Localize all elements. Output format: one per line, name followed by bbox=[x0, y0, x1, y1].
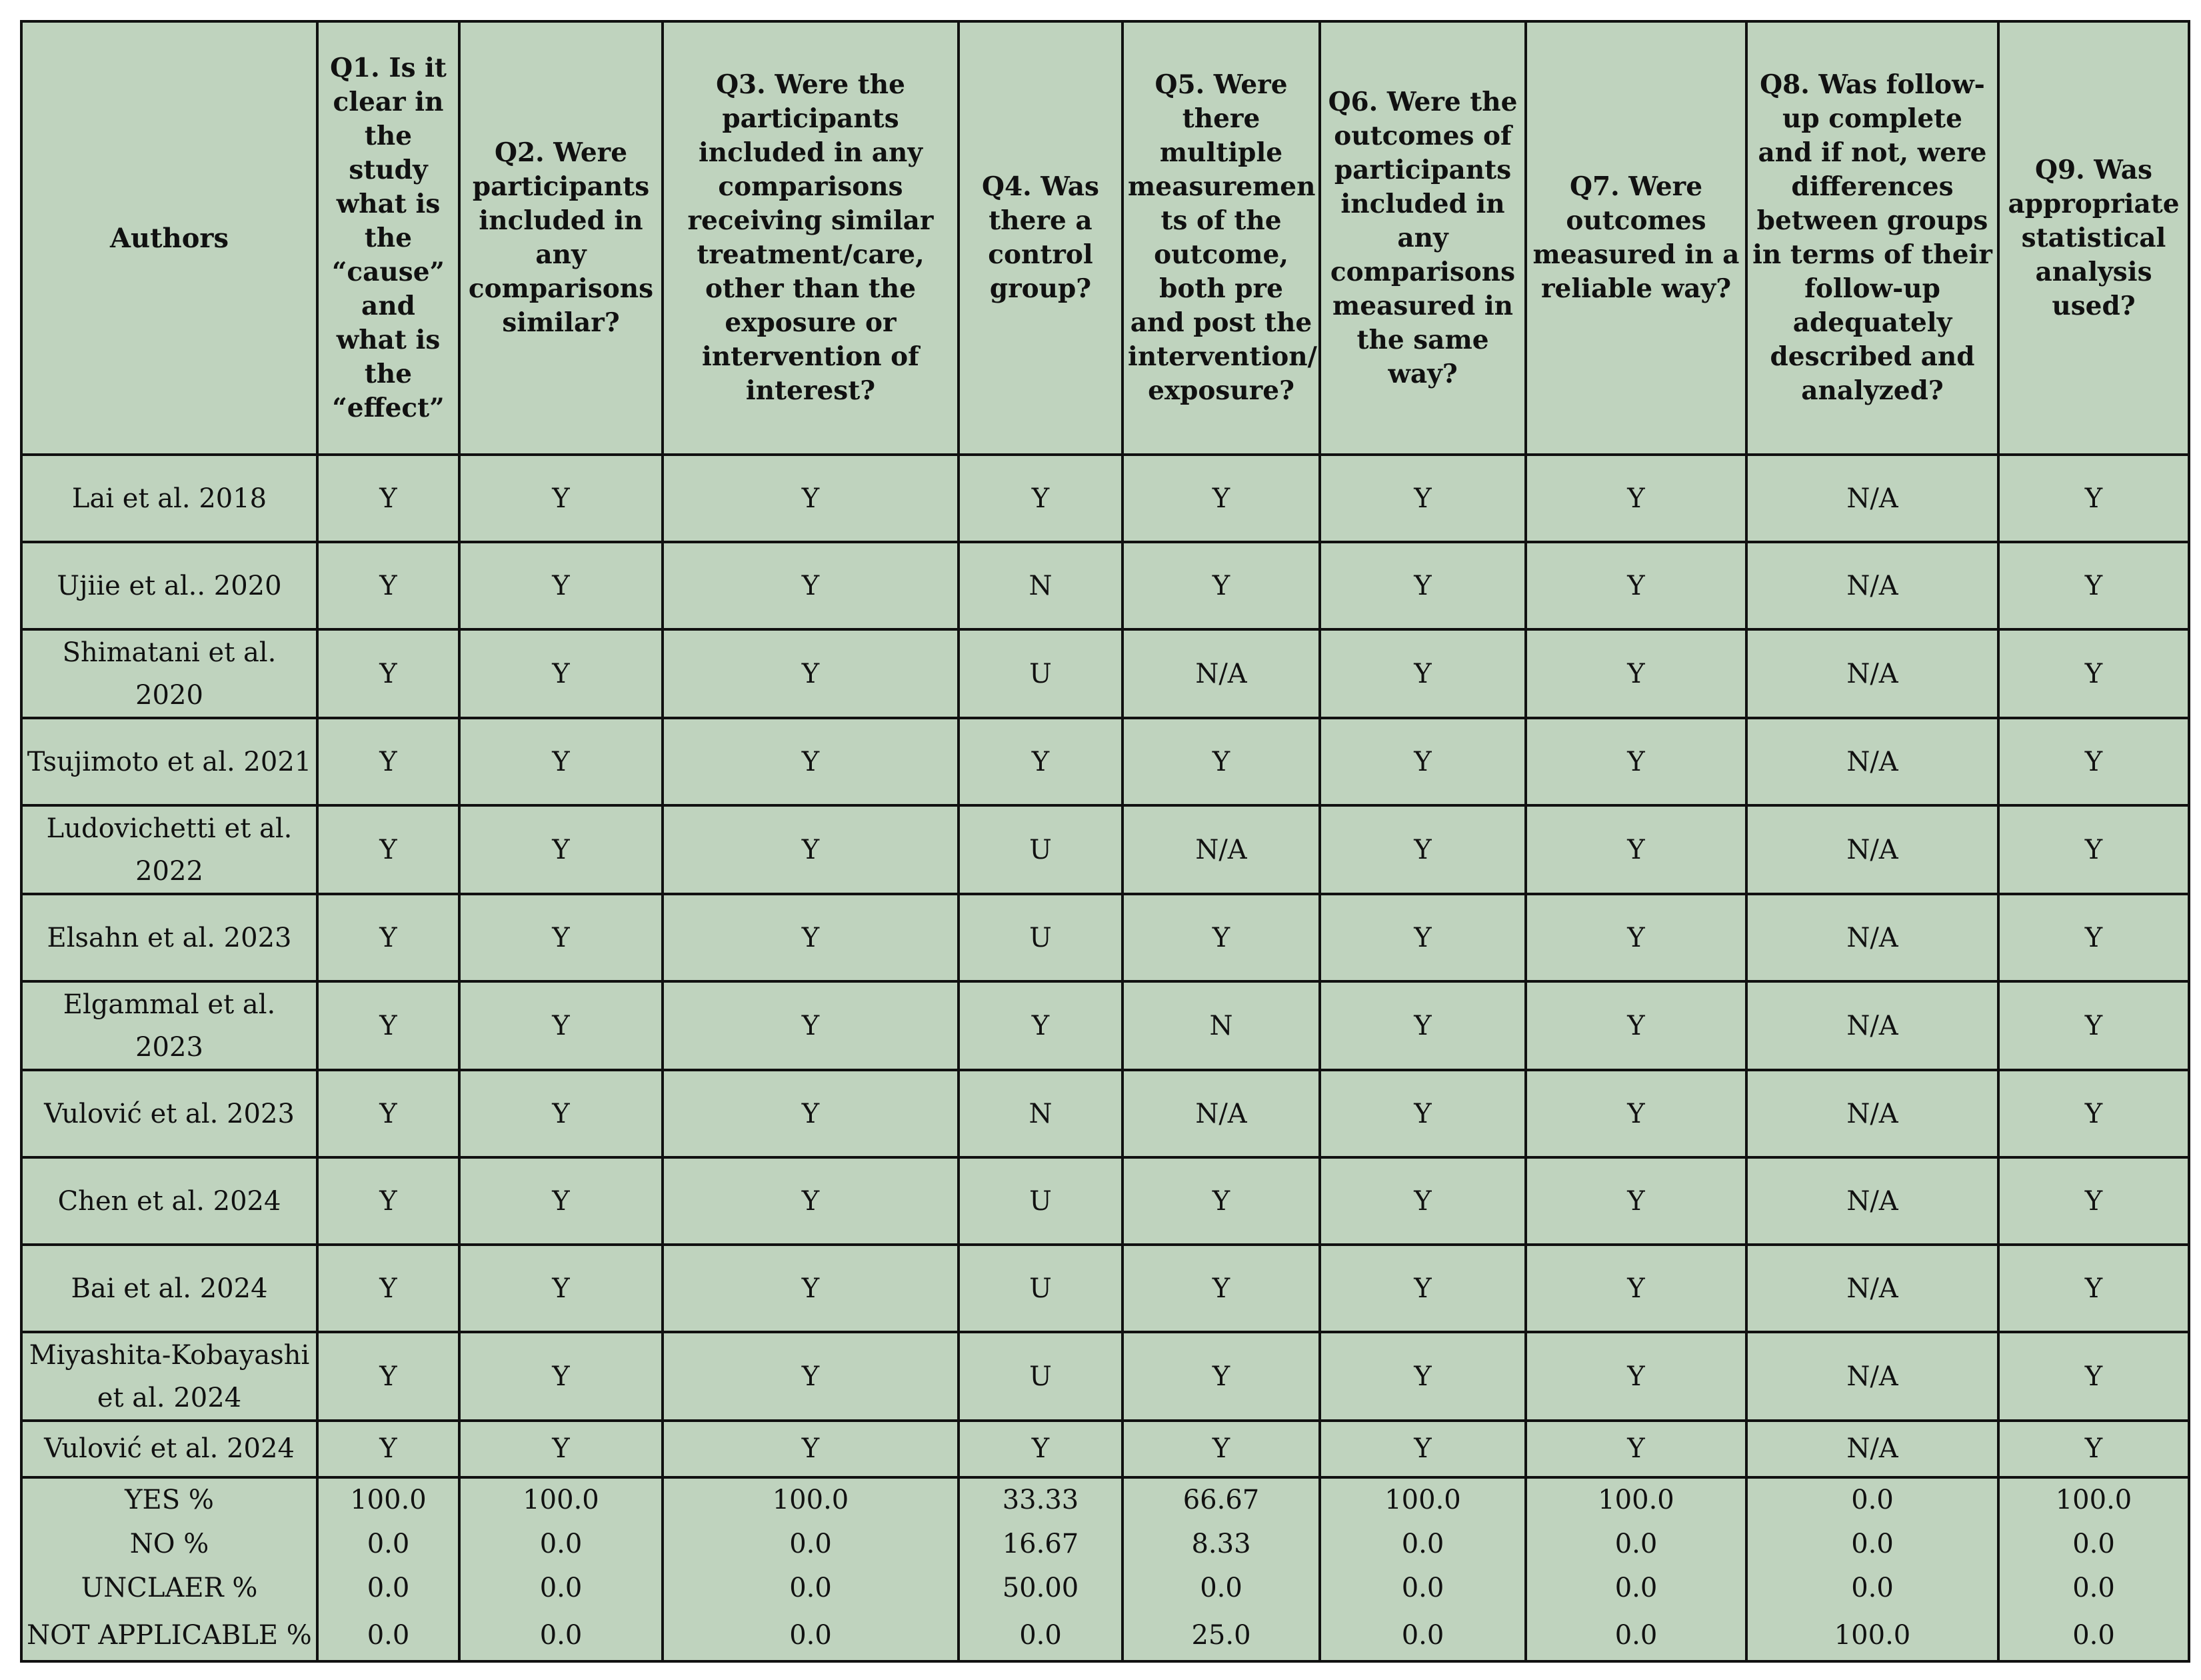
answer-cell-q8: N/A bbox=[1746, 1245, 1998, 1332]
study-rows bbox=[21, 455, 2189, 1477]
summary-value-q4: 50.00 bbox=[959, 1566, 1122, 1611]
column-header-q9: Q9. Was appropriate statistical analysis used? bbox=[1998, 21, 2189, 455]
answer-cell-q7: Y bbox=[1526, 1157, 1746, 1245]
summary-value-q2: 100.0 bbox=[459, 1477, 663, 1522]
author-cell: Lai et al. 2018 bbox=[21, 455, 317, 542]
answer-cell-q8: N/A bbox=[1746, 455, 1998, 542]
answer-cell-q5: Y bbox=[1122, 1245, 1320, 1332]
answer-cell-q5: N/A bbox=[1122, 629, 1320, 718]
table-row bbox=[21, 1332, 2189, 1421]
answer-cell-q1: Y bbox=[317, 1245, 459, 1332]
summary-value-q8: 0.0 bbox=[1746, 1521, 1998, 1566]
answer-cell-q9: Y bbox=[1998, 1070, 2189, 1157]
column-header-q4: Q4. Was there a control group? bbox=[959, 21, 1122, 455]
table-row bbox=[21, 1245, 2189, 1332]
answer-cell-q9: Y bbox=[1998, 629, 2189, 718]
answer-cell-q9: Y bbox=[1998, 981, 2189, 1070]
answer-cell-q1: Y bbox=[317, 894, 459, 981]
table-row bbox=[21, 805, 2189, 894]
answer-cell-q6: Y bbox=[1320, 894, 1526, 981]
answer-cell-q5: Y bbox=[1122, 718, 1320, 805]
summary-value-q4: 33.33 bbox=[959, 1477, 1122, 1522]
answer-cell-q1: Y bbox=[317, 1332, 459, 1421]
answer-cell-q2: Y bbox=[459, 805, 663, 894]
answer-cell-q5: Y bbox=[1122, 1421, 1320, 1477]
summary-value-q6: 0.0 bbox=[1320, 1610, 1526, 1661]
column-header-q7: Q7. Were outcomes measured in a reliable way? bbox=[1526, 21, 1746, 455]
summary-value-q9: 100.0 bbox=[1998, 1477, 2189, 1522]
answer-cell-q4: U bbox=[959, 1157, 1122, 1245]
summary-value-q8: 100.0 bbox=[1746, 1610, 1998, 1661]
author-cell: Bai et al. 2024 bbox=[21, 1245, 317, 1332]
answer-cell-q8: N/A bbox=[1746, 1421, 1998, 1477]
summary-value-q7: 100.0 bbox=[1526, 1477, 1746, 1522]
answer-cell-q3: Y bbox=[663, 1245, 959, 1332]
answer-cell-q6: Y bbox=[1320, 981, 1526, 1070]
answer-cell-q5: N/A bbox=[1122, 1070, 1320, 1157]
author-cell: Miyashita-Kobayashi et al. 2024 bbox=[21, 1332, 317, 1421]
summary-row bbox=[21, 1566, 2189, 1611]
summary-value-q2: 0.0 bbox=[459, 1521, 663, 1566]
table-row bbox=[21, 981, 2189, 1070]
summary-value-q9: 0.0 bbox=[1998, 1610, 2189, 1661]
answer-cell-q7: Y bbox=[1526, 1421, 1746, 1477]
answer-cell-q9: Y bbox=[1998, 894, 2189, 981]
summary-row bbox=[21, 1610, 2189, 1661]
answer-cell-q8: N/A bbox=[1746, 542, 1998, 629]
answer-cell-q9: Y bbox=[1998, 455, 2189, 542]
answer-cell-q2: Y bbox=[459, 1332, 663, 1421]
answer-cell-q1: Y bbox=[317, 455, 459, 542]
summary-value-q3: 0.0 bbox=[663, 1610, 959, 1661]
answer-cell-q2: Y bbox=[459, 1421, 663, 1477]
appraisal-table bbox=[20, 20, 2190, 1663]
answer-cell-q3: Y bbox=[663, 1332, 959, 1421]
summary-rows bbox=[21, 1477, 2189, 1661]
answer-cell-q1: Y bbox=[317, 718, 459, 805]
answer-cell-q9: Y bbox=[1998, 1245, 2189, 1332]
answer-cell-q7: Y bbox=[1526, 718, 1746, 805]
answer-cell-q6: Y bbox=[1320, 718, 1526, 805]
header-row bbox=[21, 21, 2189, 455]
answer-cell-q4: N bbox=[959, 1070, 1122, 1157]
table-row bbox=[21, 718, 2189, 805]
answer-cell-q8: N/A bbox=[1746, 1070, 1998, 1157]
answer-cell-q3: Y bbox=[663, 805, 959, 894]
answer-cell-q9: Y bbox=[1998, 542, 2189, 629]
answer-cell-q3: Y bbox=[663, 1157, 959, 1245]
table-row bbox=[21, 455, 2189, 542]
answer-cell-q5: Y bbox=[1122, 1332, 1320, 1421]
answer-cell-q2: Y bbox=[459, 629, 663, 718]
summary-label-cell: NOT APPLICABLE % bbox=[21, 1610, 317, 1661]
answer-cell-q8: N/A bbox=[1746, 805, 1998, 894]
summary-label-cell: NO % bbox=[21, 1521, 317, 1566]
column-header-q2: Q2. Were participants included in any comparisons similar? bbox=[459, 21, 663, 455]
answer-cell-q8: N/A bbox=[1746, 1157, 1998, 1245]
answer-cell-q3: Y bbox=[663, 1070, 959, 1157]
answer-cell-q4: U bbox=[959, 1245, 1122, 1332]
summary-value-q1: 0.0 bbox=[317, 1566, 459, 1611]
answer-cell-q6: Y bbox=[1320, 1421, 1526, 1477]
summary-row bbox=[21, 1477, 2189, 1522]
answer-cell-q5: N bbox=[1122, 981, 1320, 1070]
summary-value-q8: 0.0 bbox=[1746, 1566, 1998, 1611]
summary-value-q5: 0.0 bbox=[1122, 1566, 1320, 1611]
table-row bbox=[21, 894, 2189, 981]
author-cell: Vulović et al. 2023 bbox=[21, 1070, 317, 1157]
table-row bbox=[21, 542, 2189, 629]
answer-cell-q3: Y bbox=[663, 894, 959, 981]
author-cell: Tsujimoto et al. 2021 bbox=[21, 718, 317, 805]
summary-label-cell: YES % bbox=[21, 1477, 317, 1522]
answer-cell-q7: Y bbox=[1526, 805, 1746, 894]
answer-cell-q6: Y bbox=[1320, 1157, 1526, 1245]
column-header-q8: Q8. Was follow-up complete and if not, were differences between groups in terms of their follow-up adequately described and analyzed? bbox=[1746, 21, 1998, 455]
summary-value-q4: 16.67 bbox=[959, 1521, 1122, 1566]
answer-cell-q3: Y bbox=[663, 981, 959, 1070]
answer-cell-q1: Y bbox=[317, 1070, 459, 1157]
author-cell: Vulović et al. 2024 bbox=[21, 1421, 317, 1477]
answer-cell-q1: Y bbox=[317, 542, 459, 629]
answer-cell-q1: Y bbox=[317, 1421, 459, 1477]
answer-cell-q7: Y bbox=[1526, 1245, 1746, 1332]
answer-cell-q4: N bbox=[959, 542, 1122, 629]
summary-value-q5: 66.67 bbox=[1122, 1477, 1320, 1522]
answer-cell-q2: Y bbox=[459, 718, 663, 805]
answer-cell-q4: Y bbox=[959, 1421, 1122, 1477]
answer-cell-q2: Y bbox=[459, 1245, 663, 1332]
answer-cell-q9: Y bbox=[1998, 1421, 2189, 1477]
answer-cell-q4: Y bbox=[959, 981, 1122, 1070]
answer-cell-q5: Y bbox=[1122, 455, 1320, 542]
answer-cell-q2: Y bbox=[459, 1070, 663, 1157]
summary-value-q8: 0.0 bbox=[1746, 1477, 1998, 1522]
summary-value-q3: 0.0 bbox=[663, 1521, 959, 1566]
answer-cell-q4: U bbox=[959, 1332, 1122, 1421]
answer-cell-q7: Y bbox=[1526, 894, 1746, 981]
answer-cell-q7: Y bbox=[1526, 629, 1746, 718]
answer-cell-q6: Y bbox=[1320, 1245, 1526, 1332]
summary-value-q4: 0.0 bbox=[959, 1610, 1122, 1661]
column-header-q6: Q6. Were the outcomes of participants included in any comparisons measured in the same way? bbox=[1320, 21, 1526, 455]
answer-cell-q1: Y bbox=[317, 805, 459, 894]
answer-cell-q6: Y bbox=[1320, 1070, 1526, 1157]
summary-row bbox=[21, 1521, 2189, 1566]
answer-cell-q6: Y bbox=[1320, 542, 1526, 629]
column-header-authors: Authors bbox=[21, 21, 317, 455]
author-cell: Ludovichetti et al. 2022 bbox=[21, 805, 317, 894]
table-row bbox=[21, 1070, 2189, 1157]
answer-cell-q2: Y bbox=[459, 1157, 663, 1245]
summary-value-q6: 0.0 bbox=[1320, 1521, 1526, 1566]
answer-cell-q6: Y bbox=[1320, 805, 1526, 894]
answer-cell-q7: Y bbox=[1526, 981, 1746, 1070]
answer-cell-q8: N/A bbox=[1746, 1332, 1998, 1421]
table-row bbox=[21, 1157, 2189, 1245]
column-header-q5: Q5. Were there multiple measuremen ts of the outcome, both pre and post the intervention/ exposure? bbox=[1122, 21, 1320, 455]
answer-cell-q5: N/A bbox=[1122, 805, 1320, 894]
answer-cell-q3: Y bbox=[663, 455, 959, 542]
answer-cell-q5: Y bbox=[1122, 1157, 1320, 1245]
summary-value-q3: 0.0 bbox=[663, 1566, 959, 1611]
answer-cell-q9: Y bbox=[1998, 1332, 2189, 1421]
answer-cell-q4: U bbox=[959, 894, 1122, 981]
author-cell: Elsahn et al. 2023 bbox=[21, 894, 317, 981]
author-cell: Chen et al. 2024 bbox=[21, 1157, 317, 1245]
table-row bbox=[21, 629, 2189, 718]
summary-value-q6: 0.0 bbox=[1320, 1566, 1526, 1611]
answer-cell-q2: Y bbox=[459, 894, 663, 981]
answer-cell-q7: Y bbox=[1526, 542, 1746, 629]
answer-cell-q3: Y bbox=[663, 718, 959, 805]
answer-cell-q6: Y bbox=[1320, 1332, 1526, 1421]
summary-value-q5: 8.33 bbox=[1122, 1521, 1320, 1566]
answer-cell-q3: Y bbox=[663, 1421, 959, 1477]
summary-value-q2: 0.0 bbox=[459, 1610, 663, 1661]
summary-value-q5: 25.0 bbox=[1122, 1610, 1320, 1661]
answer-cell-q9: Y bbox=[1998, 805, 2189, 894]
summary-value-q9: 0.0 bbox=[1998, 1566, 2189, 1611]
author-cell: Elgammal et al. 2023 bbox=[21, 981, 317, 1070]
summary-value-q1: 0.0 bbox=[317, 1521, 459, 1566]
summary-value-q7: 0.0 bbox=[1526, 1566, 1746, 1611]
answer-cell-q9: Y bbox=[1998, 718, 2189, 805]
answer-cell-q4: U bbox=[959, 629, 1122, 718]
answer-cell-q1: Y bbox=[317, 981, 459, 1070]
table-header bbox=[21, 21, 2189, 455]
answer-cell-q4: U bbox=[959, 805, 1122, 894]
answer-cell-q8: N/A bbox=[1746, 981, 1998, 1070]
answer-cell-q1: Y bbox=[317, 1157, 459, 1245]
summary-value-q2: 0.0 bbox=[459, 1566, 663, 1611]
column-header-q3: Q3. Were the participants included in any comparisons receiving similar treatment/care, other than the exposure or intervention of interest? bbox=[663, 21, 959, 455]
column-header-q1: Q1. Is it clear in the study what is the “cause” and what is the “effect” bbox=[317, 21, 459, 455]
answer-cell-q7: Y bbox=[1526, 455, 1746, 542]
summary-value-q9: 0.0 bbox=[1998, 1521, 2189, 1566]
answer-cell-q6: Y bbox=[1320, 629, 1526, 718]
answer-cell-q6: Y bbox=[1320, 455, 1526, 542]
appraisal-table-container bbox=[20, 20, 2188, 1663]
summary-value-q1: 0.0 bbox=[317, 1610, 459, 1661]
author-cell: Ujiie et al.. 2020 bbox=[21, 542, 317, 629]
summary-value-q7: 0.0 bbox=[1526, 1521, 1746, 1566]
summary-value-q1: 100.0 bbox=[317, 1477, 459, 1522]
answer-cell-q5: Y bbox=[1122, 542, 1320, 629]
answer-cell-q7: Y bbox=[1526, 1332, 1746, 1421]
summary-value-q6: 100.0 bbox=[1320, 1477, 1526, 1522]
answer-cell-q3: Y bbox=[663, 542, 959, 629]
answer-cell-q2: Y bbox=[459, 455, 663, 542]
summary-label-cell: UNCLAER % bbox=[21, 1566, 317, 1611]
table-row bbox=[21, 1421, 2189, 1477]
answer-cell-q7: Y bbox=[1526, 1070, 1746, 1157]
answer-cell-q4: Y bbox=[959, 455, 1122, 542]
summary-value-q3: 100.0 bbox=[663, 1477, 959, 1522]
answer-cell-q3: Y bbox=[663, 629, 959, 718]
summary-value-q7: 0.0 bbox=[1526, 1610, 1746, 1661]
answer-cell-q2: Y bbox=[459, 981, 663, 1070]
answer-cell-q2: Y bbox=[459, 542, 663, 629]
answer-cell-q5: Y bbox=[1122, 894, 1320, 981]
answer-cell-q8: N/A bbox=[1746, 718, 1998, 805]
author-cell: Shimatani et al. 2020 bbox=[21, 629, 317, 718]
answer-cell-q4: Y bbox=[959, 718, 1122, 805]
answer-cell-q8: N/A bbox=[1746, 629, 1998, 718]
answer-cell-q8: N/A bbox=[1746, 894, 1998, 981]
answer-cell-q1: Y bbox=[317, 629, 459, 718]
answer-cell-q9: Y bbox=[1998, 1157, 2189, 1245]
